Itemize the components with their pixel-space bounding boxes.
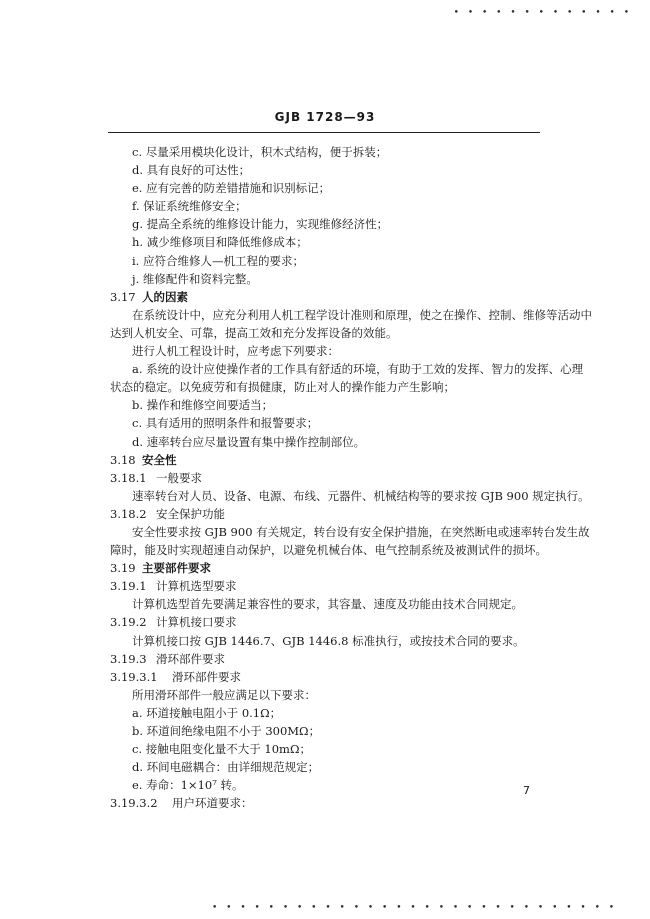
- section-number: 3.19.3.1: [110, 669, 158, 684]
- list-item: c. 具有适用的照明条件和报警要求；: [132, 416, 319, 431]
- section-number: 3.19.1: [110, 579, 147, 594]
- list-item: e. 寿命：1×10⁷ 转。: [132, 778, 244, 793]
- section-number: 3.18: [110, 452, 136, 467]
- section-number: 3.17: [110, 289, 136, 304]
- list-item: i. 应符合维修人—机工程的要求；: [132, 253, 304, 268]
- section-heading: [110, 451, 540, 469]
- section-number: 3.19: [110, 561, 136, 576]
- section-number: 3.18.1: [110, 470, 147, 485]
- document-header: GJB 1728—93: [274, 110, 376, 124]
- section-heading: [110, 288, 540, 306]
- list-item: d. 环间电磁耦合：由详细规范规定；: [132, 760, 320, 775]
- section-number: 3.19.2: [110, 615, 147, 630]
- list-item: e. 应有完善的防差错措施和识别标记；: [132, 181, 331, 196]
- section-number: 3.19.3.2: [110, 796, 158, 811]
- section-heading: [110, 577, 540, 595]
- paragraph-line: 达到人机安全、可靠，提高工效和充分发挥设备的效能。: [110, 325, 398, 340]
- list-item: a. 环道接触电阻小于 0.1Ω；: [132, 705, 282, 720]
- list-item: g. 提高全系统的维修设计能力，实现维修经济性；: [132, 217, 389, 232]
- paragraph-line: 计算机选型首先要满足兼容性的要求，其容量、速度及功能由技术合同规定。: [132, 597, 523, 612]
- paragraph-line: 在系统设计中，应充分利用人机工程学设计准则和原理，使之在操作、控制、维修等活动中: [132, 307, 592, 322]
- paragraph-line: 障时，能及时实现超速自动保护，以避免机械台体、电气控制系统及被测试件的损坏。: [110, 543, 547, 558]
- list-item: d. 速率转台应尽量设置有集中操作控制部位。: [132, 434, 366, 449]
- paragraph-line: 状态的稳定。以免疲劳和有损健康，防止对人的操作能力产生影响；: [110, 380, 455, 395]
- list-item: a. 系统的设计应使操作者的工作具有舒适的环境，有助于工效的发挥、智力的发挥、心理: [132, 362, 584, 377]
- list-item: j. 维修配件和资料完整。: [132, 271, 258, 286]
- document-body: [110, 143, 592, 812]
- section-title: 一般要求: [156, 470, 202, 485]
- section-heading: [110, 668, 540, 686]
- list-item: d. 具有良好的可达性；: [132, 163, 251, 178]
- list-item: c. 接触电阻变化量不大于 10mΩ；: [132, 742, 311, 757]
- header-rule: [108, 132, 540, 133]
- list-item: c. 尽量采用模块化设计，积木式结构，便于拆装；: [132, 145, 388, 159]
- page-number: 7: [523, 784, 530, 797]
- section-title: 计算机选型要求: [156, 579, 237, 594]
- section-title: 安全性: [142, 452, 177, 467]
- paragraph-line: 安全性要求按 GJB 900 有关规定，转台设有安全保护措施，在突然断电或速率转台发生故: [132, 524, 590, 539]
- section-title: 滑环部件要求: [156, 651, 225, 666]
- scan-dots-top: • • • • • • • • • • • • •: [453, 8, 632, 18]
- list-item: b. 环道间绝缘电阻不小于 300MΩ；: [132, 724, 321, 738]
- list-item: b. 操作和维修空间要适当；: [132, 398, 274, 413]
- section-heading: [110, 559, 540, 577]
- list-item: h. 减少维修项目和降低维修成本；: [132, 235, 308, 250]
- section-title: 人的因素: [142, 289, 188, 304]
- section-heading: [110, 613, 540, 631]
- paragraph-line: 进行人机工程设计时，应考虑下列要求：: [132, 344, 339, 359]
- section-title: 滑环部件要求: [172, 669, 241, 684]
- section-heading: [110, 794, 540, 812]
- section-title: 计算机接口要求: [156, 615, 237, 630]
- list-item: f. 保证系统维修安全；: [132, 199, 247, 214]
- section-title: 主要部件要求: [142, 561, 211, 576]
- section-title: 用户环道要求：: [172, 796, 253, 811]
- section-title: 安全保护功能: [156, 506, 225, 521]
- section-heading: [110, 469, 540, 487]
- paragraph-line: 计算机接口按 GJB 1446.7、GJB 1446.8 标准执行，或按技术合同的要求。: [132, 633, 525, 648]
- section-heading: [110, 505, 540, 523]
- paragraph-line: 速率转台对人员、设备、电源、布线、元器件、机械结构等的要求按 GJB 900 规定执行。: [132, 488, 590, 503]
- section-number: 3.18.2: [110, 506, 147, 521]
- paragraph-line: 所用滑环部件一般应满足以下要求：: [132, 687, 316, 702]
- scan-dots-bottom: • • • • • • • • • • • • • • • • • • • • • • • • • • • • •: [212, 903, 618, 913]
- section-heading: [110, 650, 540, 668]
- section-number: 3.19.3: [110, 651, 147, 666]
